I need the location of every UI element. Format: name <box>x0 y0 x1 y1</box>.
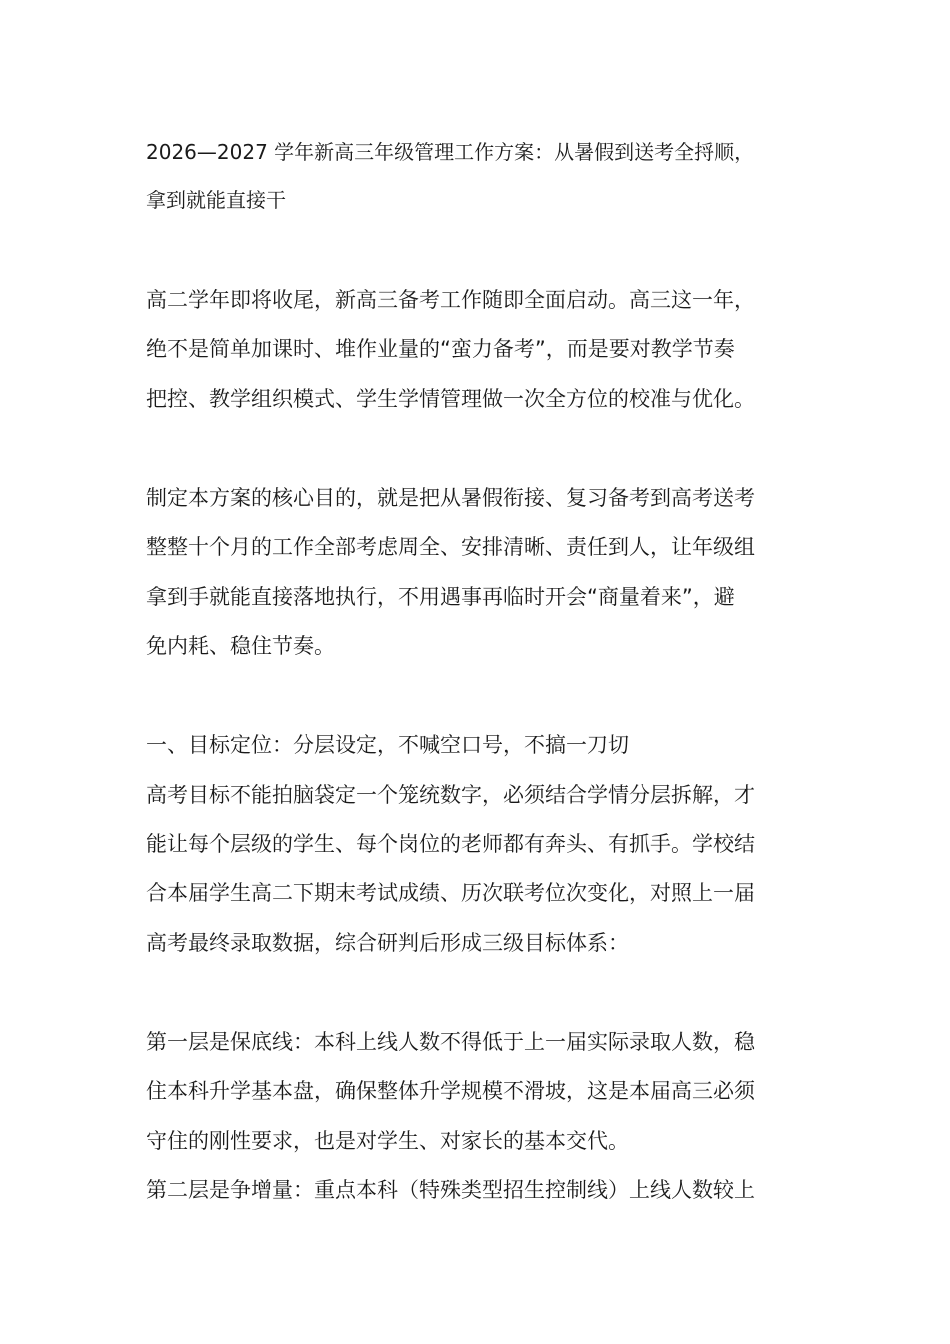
purpose-line-1: 制定本方案的核心目的，就是把从暑假衔接、复习备考到高考送考 <box>146 486 755 510</box>
section-1-line-1: 高考目标不能拍脑袋定一个笼统数字，必须结合学情分层拆解，才 <box>146 783 755 807</box>
purpose-line-3: 拿到手就能直接落地执行，不用遇事再临时开会“商量着来”，避 <box>146 585 735 609</box>
level-1-line-2: 住本科升学基本盘，确保整体升学规模不滑坡，这是本届高三必须 <box>146 1079 755 1103</box>
level-1-line-1: 第一层是保底线：本科上线人数不得低于上一届实际录取人数，稳 <box>146 1030 755 1054</box>
intro-line-2: 绝不是简单加课时、堆作业量的“蛮力备考”，而是要对教学节奏 <box>146 337 735 361</box>
section-1-line-3: 合本届学生高二下期末考试成绩、历次联考位次变化，对照上一届 <box>146 881 755 905</box>
title-line-2: 拿到就能直接干 <box>146 188 286 212</box>
level-1-line-3: 守住的刚性要求，也是对学生、对家长的基本交代。 <box>146 1129 629 1153</box>
level-2-line-1: 第二层是争增量：重点本科（特殊类型招生控制线）上线人数较上 <box>146 1178 755 1202</box>
section-1-line-2: 能让每个层级的学生、每个岗位的老师都有奔头、有抓手。学校结 <box>146 832 755 856</box>
intro-line-3: 把控、教学组织模式、学生学情管理做一次全方位的校准与优化。 <box>146 387 755 411</box>
section-1-heading: 一、目标定位：分层设定，不喊空口号，不搞一刀切 <box>146 733 629 757</box>
title-line-1: 2026—2027 学年新高三年级管理工作方案：从暑假到送考全捋顺， <box>146 140 755 164</box>
purpose-line-4: 免内耗、稳住节奏。 <box>146 634 335 658</box>
intro-line-1: 高二学年即将收尾，新高三备考工作随即全面启动。高三这一年， <box>146 288 755 312</box>
section-1-line-4: 高考最终录取数据，综合研判后形成三级目标体系： <box>146 931 629 955</box>
purpose-line-2: 整整十个月的工作全部考虑周全、安排清晰、责任到人，让年级组 <box>146 535 755 559</box>
